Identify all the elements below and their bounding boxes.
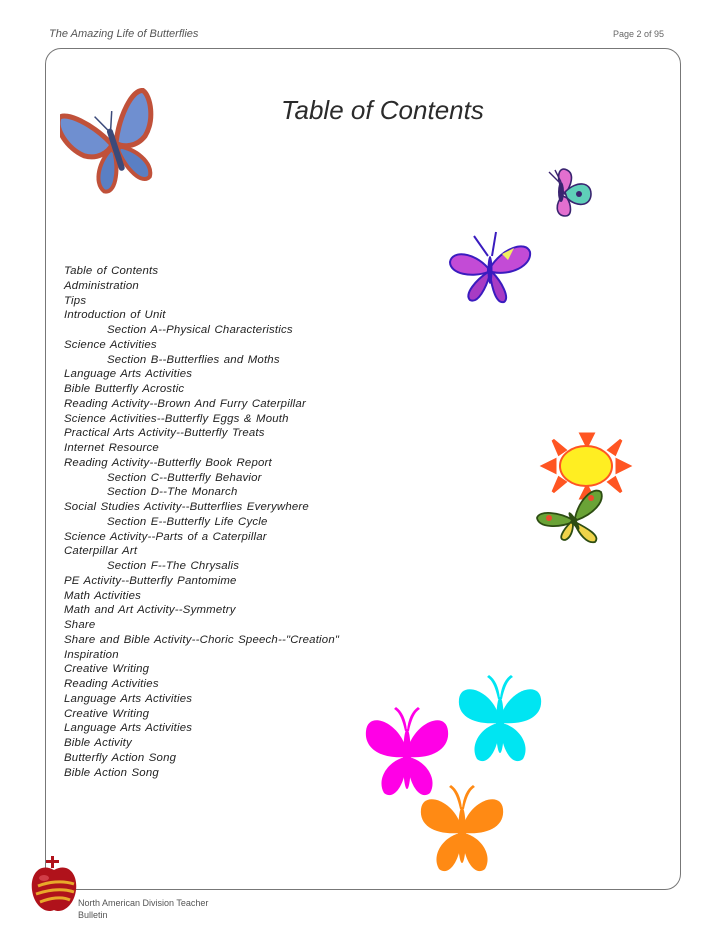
toc-entry: Science Activity--Parts of a Caterpillar (64, 530, 267, 543)
page-indicator: Page 2 of 95 (612, 29, 664, 39)
toc-entry: Math Activities (64, 589, 142, 602)
purple-butterfly-clipart (444, 228, 534, 308)
toc-entry: Internet Resource (64, 442, 159, 454)
toc-entry: Math and Art Activity--Symmetry (64, 604, 236, 617)
toc-entry: Section B--Butterflies and Moths (107, 353, 280, 366)
toc-entry: Bible Action Song (64, 766, 159, 779)
toc-entry: Creative Writing (64, 663, 150, 676)
green-butterfly-clipart (535, 484, 607, 544)
toc-entry: Share and Bible Activity--Choric Speech--"Creation" (64, 633, 340, 646)
toc-entry: Language Arts Activities (64, 722, 193, 735)
apple-logo (28, 856, 80, 916)
orange-butterfly-silhouette (417, 785, 507, 877)
page-title: Table of Contents (281, 95, 484, 125)
toc-entry: PE Activity--Butterfly Pantomime (64, 574, 237, 587)
toc-entry: Table of Contents (64, 265, 159, 277)
toc-entry: Creative Writing (64, 707, 150, 720)
toc-entry: Reading Activity--Brown And Furry Caterpillar (64, 397, 306, 410)
running-header-title: The Amazing Life of Butterflies (49, 28, 199, 40)
toc-entry: Administration (64, 279, 139, 292)
footer-line-1: North American Division Teacher (78, 898, 209, 908)
toc-entry: Tips (64, 294, 87, 307)
toc-entry: Section A--Physical Characteristics (107, 324, 293, 336)
footer-publisher (78, 897, 228, 921)
toc-entry: Bible Activity (64, 737, 132, 749)
toc-entry: Section F--The Chrysalis (107, 560, 240, 572)
toc-entry: Practical Arts Activity--Butterfly Treats (64, 427, 265, 440)
toc-entry: Introduction of Unit (64, 309, 166, 322)
toc-entry: Science Activities--Butterfly Eggs & Mouth (64, 412, 289, 425)
blue-butterfly-clipart (60, 88, 168, 200)
toc-entry: Reading Activity--Butterfly Book Report (64, 456, 272, 469)
toc-entry: Language Arts Activities (64, 368, 193, 381)
toc-entry: Bible Butterfly Acrostic (64, 383, 185, 395)
toc-entry: Butterfly Action Song (64, 751, 177, 764)
toc-entry: Section E--Butterfly Life Cycle (107, 515, 268, 528)
toc-entry: Share (64, 619, 96, 631)
toc-entry: Caterpillar Art (64, 545, 138, 558)
toc-entry: Section C--Butterfly Behavior (107, 471, 262, 484)
toc-entry: Science Activities (64, 338, 157, 351)
footer-line-2: Bulletin (78, 910, 108, 920)
toc-entry: Reading Activities (64, 678, 159, 690)
toc-entry: Section D--The Monarch (107, 486, 238, 499)
pink-butterfly-clipart (537, 162, 597, 222)
toc-entry: Inspiration (64, 648, 119, 661)
cyan-butterfly-silhouette (455, 675, 545, 767)
table-of-contents-list (64, 264, 339, 780)
toc-entry: Language Arts Activities (64, 692, 193, 705)
toc-entry: Social Studies Activity--Butterflies Everywhere (64, 501, 309, 513)
